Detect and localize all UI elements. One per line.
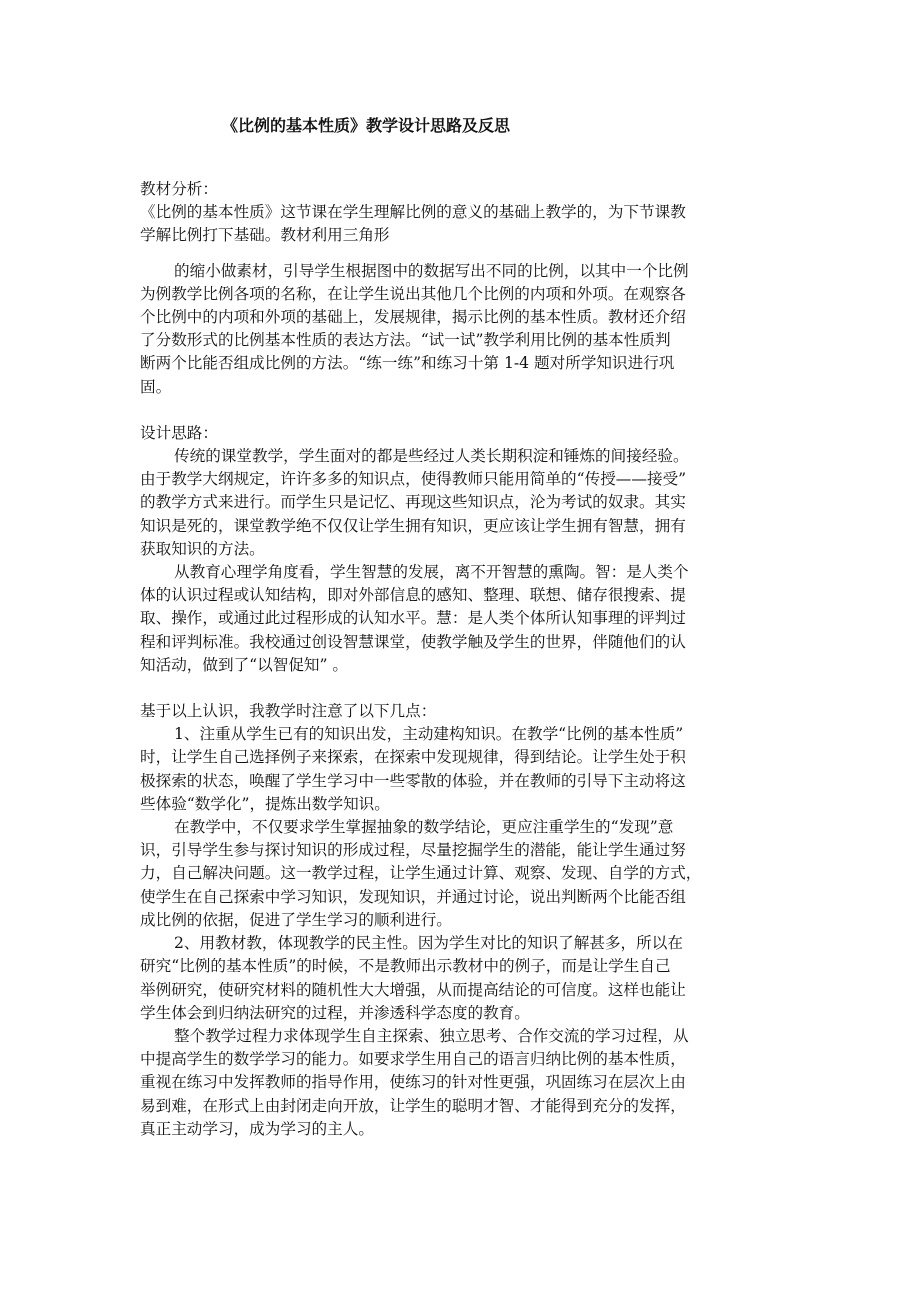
text-line: 中提高学生的数学学习的能力。如要求学生用自己的语言归纳比例的基本性质， (140, 1050, 686, 1069)
section-key-points (140, 700, 800, 1141)
section-textbook-analysis (140, 178, 800, 399)
text-line: 知识是死的，课堂教学绝不仅仅让学生拥有知识，更应该让学生拥有智慧，拥有 (140, 516, 686, 535)
text-line: 取、操作，或通过此过程形成的认知水平。慧：是人类个体所认知事理的评判过 (140, 609, 686, 628)
text-line: 从教育心理学角度看，学生智慧的发展，离不开智慧的熏陶。智：是人类个 (174, 563, 689, 582)
text-line: 的教学方式来进行。而学生只是记忆、再现这些知识点，沦为考试的奴隶。其实 (140, 493, 686, 512)
text-line: 学生体会到归纳法研究的过程，并渗透科学态度的教育。 (140, 1003, 530, 1022)
text-line: 时，让学生自己选择例子来探索，在探索中发现规律，得到结论。让学生处于积 (140, 748, 686, 767)
text-line: 断两个比能否组成比例的方法。“练一练”和练习十第 1-4 题对所学知识进行巩 (140, 354, 675, 373)
section-heading: 教材分析： (140, 180, 218, 198)
text-line: 识，引导学生参与探讨知识的形成过程，尽量挖掘学生的潜能，能让学生通过努 (140, 841, 686, 860)
text-line: 学解比例打下基础。教材利用三角形 (140, 226, 390, 245)
document-page (140, 112, 800, 1141)
text-line: 极探索的状态，唤醒了学生学习中一些零散的体验，并在教师的引导下主动将这 (140, 771, 686, 790)
paragraph (140, 445, 800, 561)
paragraph (140, 1025, 800, 1141)
text-line: 在教学中，不仅要求学生掌握抽象的数学结论，更应注重学生的“发现”意 (174, 818, 674, 837)
text-line: 程和评判标准。我校通过创设智慧课堂，使教学触及学生的世界，伴随他们的认 (140, 632, 686, 651)
text-line: 传统的课堂教学，学生面对的都是些经过人类长期积淀和锤炼的间接经验。 (174, 447, 689, 466)
text-line: 2、用教材教，体现教学的民主性。因为学生对比的知识了解甚多，所以在 (174, 934, 683, 953)
text-line: 了分数形式的比例基本性质的表达方法。“试一试”教学利用比例的基本性质判 (140, 331, 671, 350)
paragraph (140, 816, 800, 932)
text-line: 知活动，做到了“以智促知” 。 (140, 655, 349, 674)
text-line: 获取知识的方法。 (140, 539, 265, 558)
document-title: 《比例的基本性质》教学设计思路及反思 (222, 116, 511, 135)
text-line: 的缩小做素材，引导学生根据图中的数据写出不同的比例，以其中一个比例 (174, 261, 689, 280)
paragraph (140, 932, 800, 1025)
text-line: 使学生在自己探索中学习知识，发现知识，并通过讨论，说出判断两个比能否组 (140, 887, 686, 906)
text-line: 举例研究，使研究材料的随机性大大增强，从而提高结论的可信度。这样也能让 (140, 980, 686, 999)
text-line: 《比例的基本性质》这节课在学生理解比例的意义的基础上教学的，为下节课教 (140, 203, 686, 222)
text-line: 为例教学比例各项的名称，在让学生说出其他几个比例的内项和外项。在观察各 (140, 284, 686, 303)
paragraph (140, 723, 800, 816)
section-heading: 设计思路： (140, 423, 218, 442)
paragraph (140, 561, 800, 677)
text-line: 成比例的依据，促进了学生学习的顺利进行。 (140, 910, 452, 929)
text-line: 由于教学大纲规定，许许多多的知识点，使得教师只能用简单的“传授——接受” (140, 470, 687, 489)
text-line: 1、注重从学生已有的知识出发，主动建构知识。在教学“比例的基本性质” (174, 725, 684, 744)
text-line: 真正主动学习，成为学习的主人。 (140, 1119, 374, 1138)
section-heading: 基于以上认识，我教学时注意了以下几点： (140, 702, 437, 721)
text-line: 研究“比例的基本性质”的时候，不是教师出示教材中的例子，而是让学生自己 (140, 957, 671, 976)
text-line: 易到难，在形式上由封闭走向开放，让学生的聪明才智、才能得到充分的发挥， (140, 1096, 686, 1115)
text-line: 重视在练习中发挥教师的指导作用，使练习的针对性更强，巩固练习在层次上由 (140, 1073, 686, 1092)
text-line: 整个教学过程力求体现学生自主探索、独立思考、合作交流的学习过程，从 (174, 1026, 689, 1045)
text-line: 体的认识过程或认知结构，即对外部信息的感知、整理、联想、储存很搜索、提 (140, 586, 686, 605)
text-line: 些体验“数学化”，提炼出数学知识。 (140, 794, 390, 813)
section-design-ideas (140, 422, 800, 677)
text-line: 力，自己解决问题。这一教学过程，让学生通过计算、观察、发现、自学的方式， (140, 864, 702, 883)
text-line: 个比例中的内项和外项的基础上，发展规律，揭示比例的基本性质。教材还介绍 (140, 308, 686, 327)
text-line: 固。 (140, 377, 172, 396)
